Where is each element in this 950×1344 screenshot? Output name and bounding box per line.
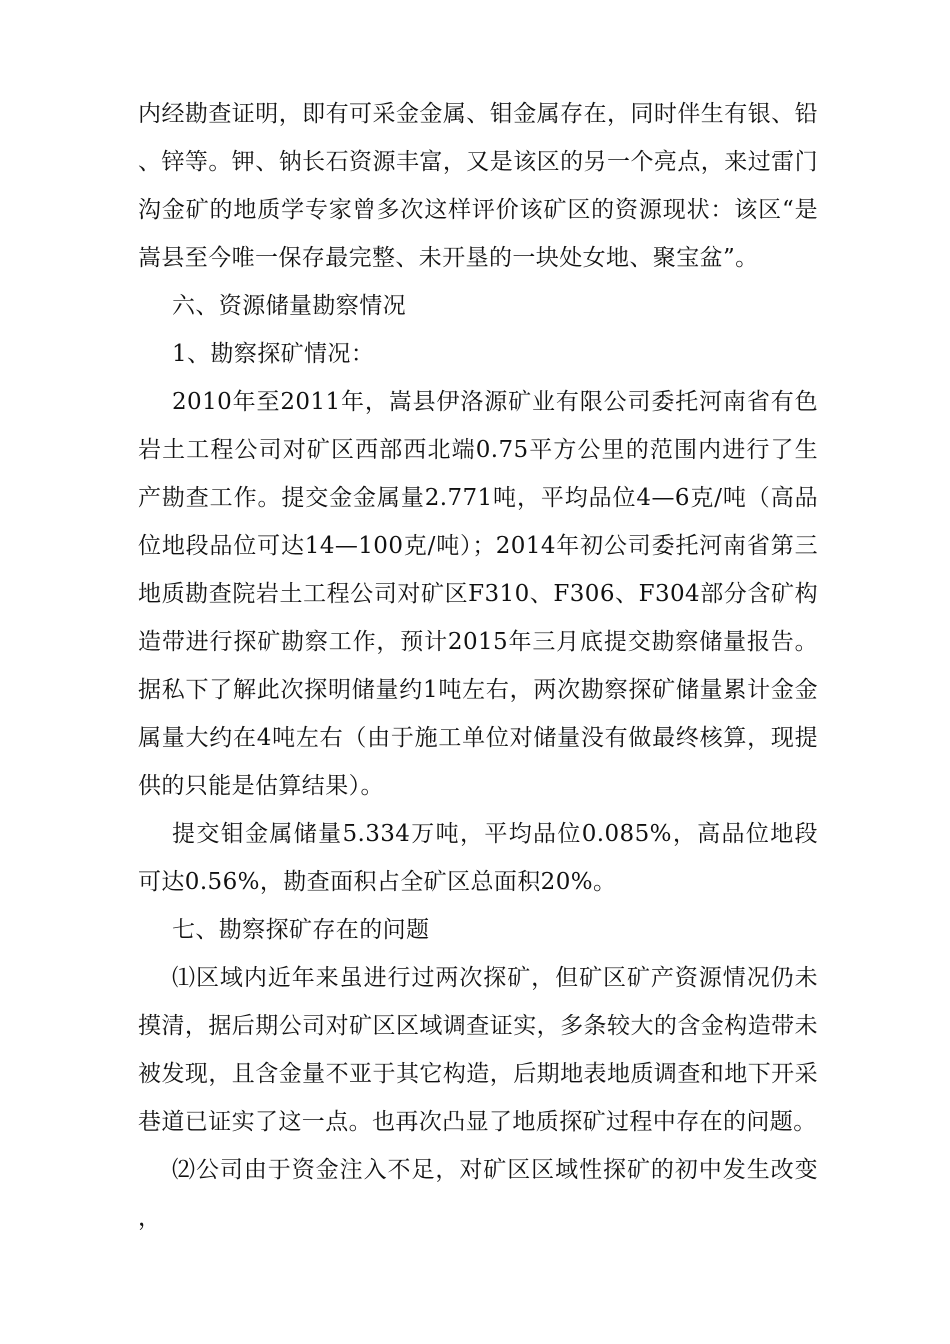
section-heading-exploration-problems: 七、勘察探矿存在的问题 [172,917,430,943]
paragraph-molybdenum-reserve: 提交钼金属储量5.334万吨，平均品位0.085%，高品位地段可达0.56%，勘查面积占全矿区总面积20%。 [138,821,818,895]
document-body [138,90,818,1242]
paragraph-resource-evaluation: 内经勘查证明，即有可采金金属、钼金属存在，同时伴生有银、铅、锌等。钾、钠长石资源丰富，又是该区的另一个亮点，来过雷门沟金矿的地质学专家曾多次这样评价该矿区的资源现状：该区“是嵩县至今唯一保存最完整、未开垦的一块处女地、聚宝盆”。 [138,101,818,271]
paragraph-problem-two: ⑵公司由于资金注入不足，对矿区区域性探矿的初中发生改变， [138,1157,818,1231]
subsection-heading-exploration: 1、勘察探矿情况： [172,341,375,367]
paragraph-exploration-history: 2010年至2011年，嵩县伊洛源矿业有限公司委托河南省有色岩土工程公司对矿区西部西北端0.75平方公里的范围内进行了生产勘查工作。提交金金属量2.771吨，平均品位4—6克/吨（高品位地段品位可达14—100克/吨）；2014年初公司委托河南省第三地质勘查院岩土工程公司对矿区F310、F306、F304部分含矿构造带进行探矿勘察工作，预计2015年三月底提交勘察储量报告。据私下了解此次探明储量约1吨左右，两次勘察探矿储量累计金金属量大约在4吨左右（由于施工单位对储量没有做最终核算，现提供的只能是估算结果）。 [138,389,818,799]
paragraph-problem-one: ⑴区域内近年来虽进行过两次探矿，但矿区矿产资源情况仍未摸清，据后期公司对矿区区域调查证实，多条较大的含金构造带未被发现，且含金量不亚于其它构造，后期地表地质调查和地下开采巷道已证实了这一点。也再次凸显了地质探矿过程中存在的问题。 [138,965,818,1135]
section-heading-reserve-survey: 六、资源储量勘察情况 [172,293,406,319]
